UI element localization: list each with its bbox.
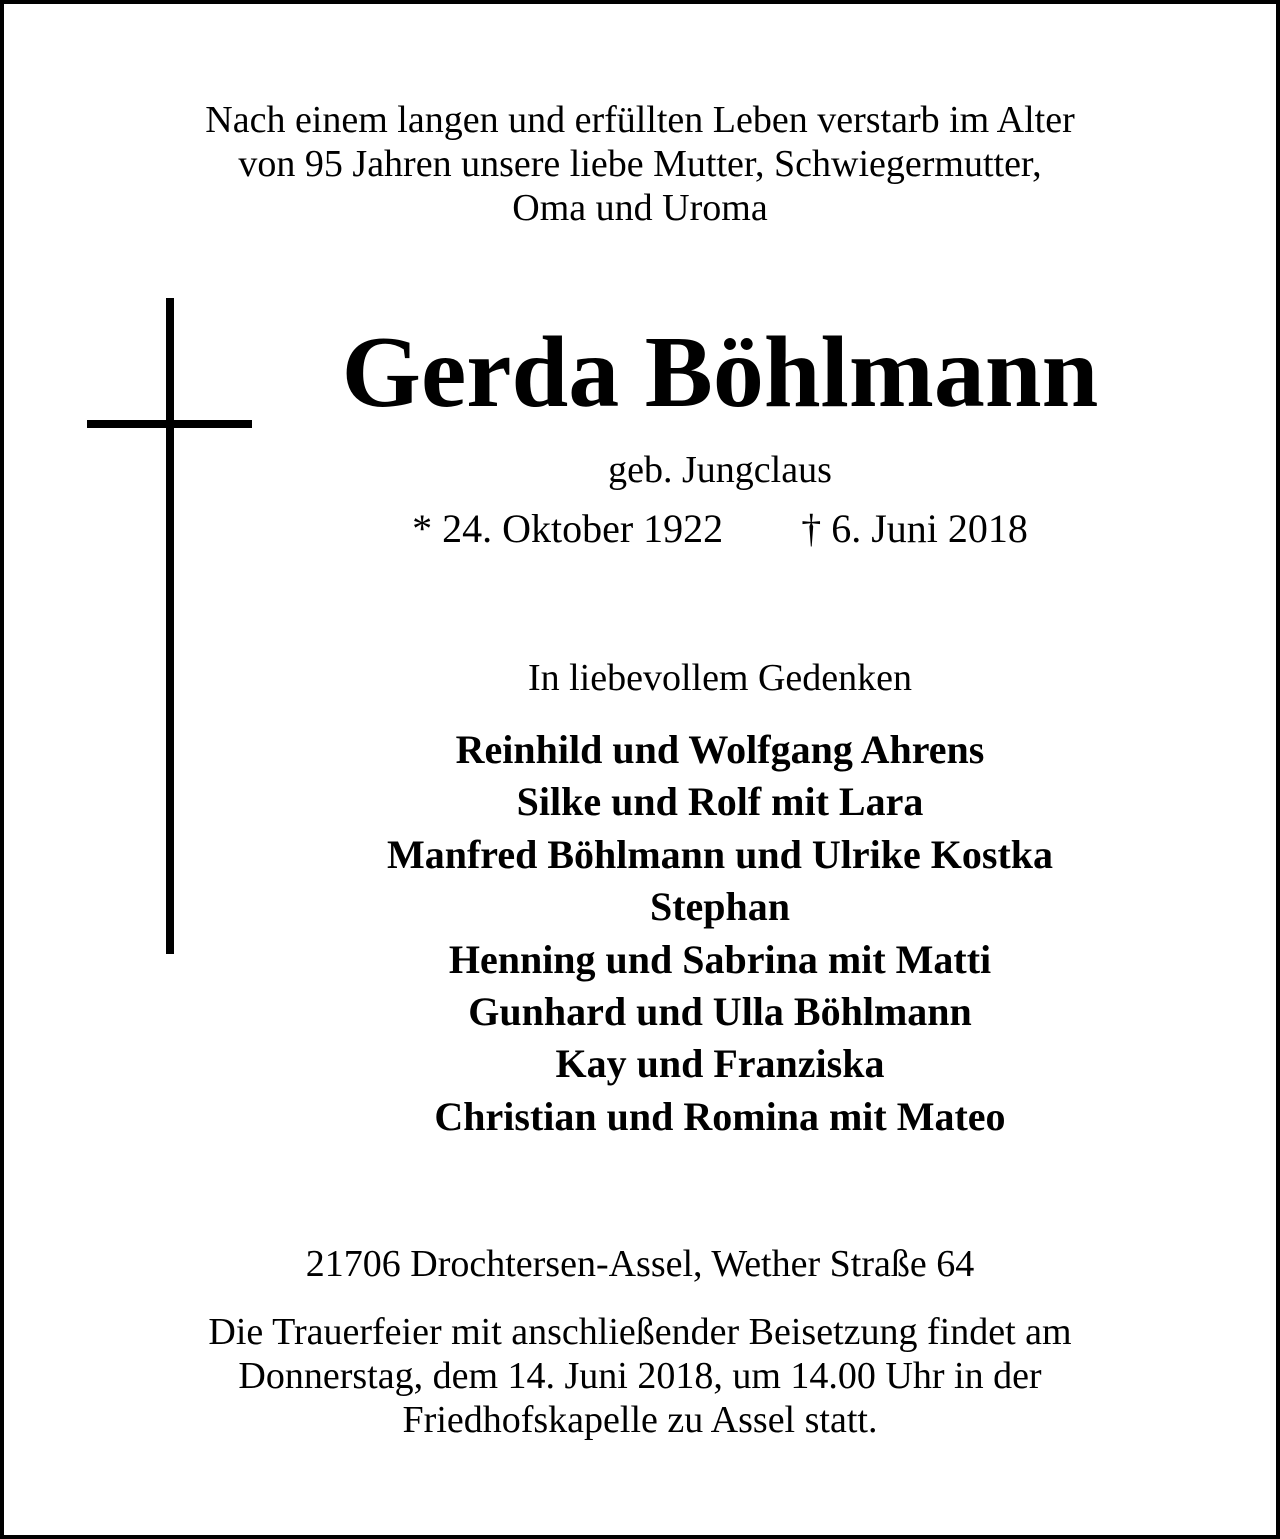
memorial-line: In liebevollem Gedenken xyxy=(527,657,913,699)
mourner-entry: Reinhild und Wolfgang Ahrens xyxy=(455,727,985,772)
death-date: † 6. Juni 2018 xyxy=(801,506,1028,551)
service-line: Die Trauerfeier mit anschließender Beisetzung findet am xyxy=(208,1311,1072,1353)
mourner-entry: Manfred Böhlmann und Ulrike Kostka xyxy=(386,831,1054,877)
service-line: Friedhofskapelle zu Assel statt. xyxy=(402,1399,878,1441)
mourner-entry: Christian und Romina mit Mateo xyxy=(434,1093,1006,1139)
deceased-name: Gerda Böhlmann xyxy=(341,316,1099,429)
mourner-entry: Gunhard und Ulla Böhlmann xyxy=(468,989,972,1035)
intro-text xyxy=(60,98,1220,230)
intro-line: von 95 Jahren unsere liebe Mutter, Schwiegermutter, xyxy=(238,143,1042,185)
intro-line: Oma und Uroma xyxy=(512,187,768,229)
mourner-entry: Kay und Franziska xyxy=(555,1041,885,1087)
mourners-list xyxy=(260,724,1180,1143)
mourner-entry: Henning und Sabrina mit Matti xyxy=(448,936,992,982)
mourner-entry: Silke und Rolf mit Lara xyxy=(516,779,924,825)
life-dates xyxy=(260,506,1180,552)
service-line: Donnerstag, dem 14. Juni 2018, um 14.00 Uhr in der xyxy=(238,1355,1042,1397)
mourner-entry: Stephan xyxy=(649,884,791,930)
birth-name: geb. Jungclaus xyxy=(608,449,832,491)
birth-date: * 24. Oktober 1922 xyxy=(412,506,724,551)
cross-horizontal-bar xyxy=(87,420,252,428)
cross-vertical-bar xyxy=(166,298,174,954)
intro-line: Nach einem langen und erfüllten Leben verstarb im Alter xyxy=(205,99,1075,141)
family-address: 21706 Drochtersen-Assel, Wether Straße 64 xyxy=(305,1243,975,1285)
funeral-service-info xyxy=(60,1310,1220,1442)
